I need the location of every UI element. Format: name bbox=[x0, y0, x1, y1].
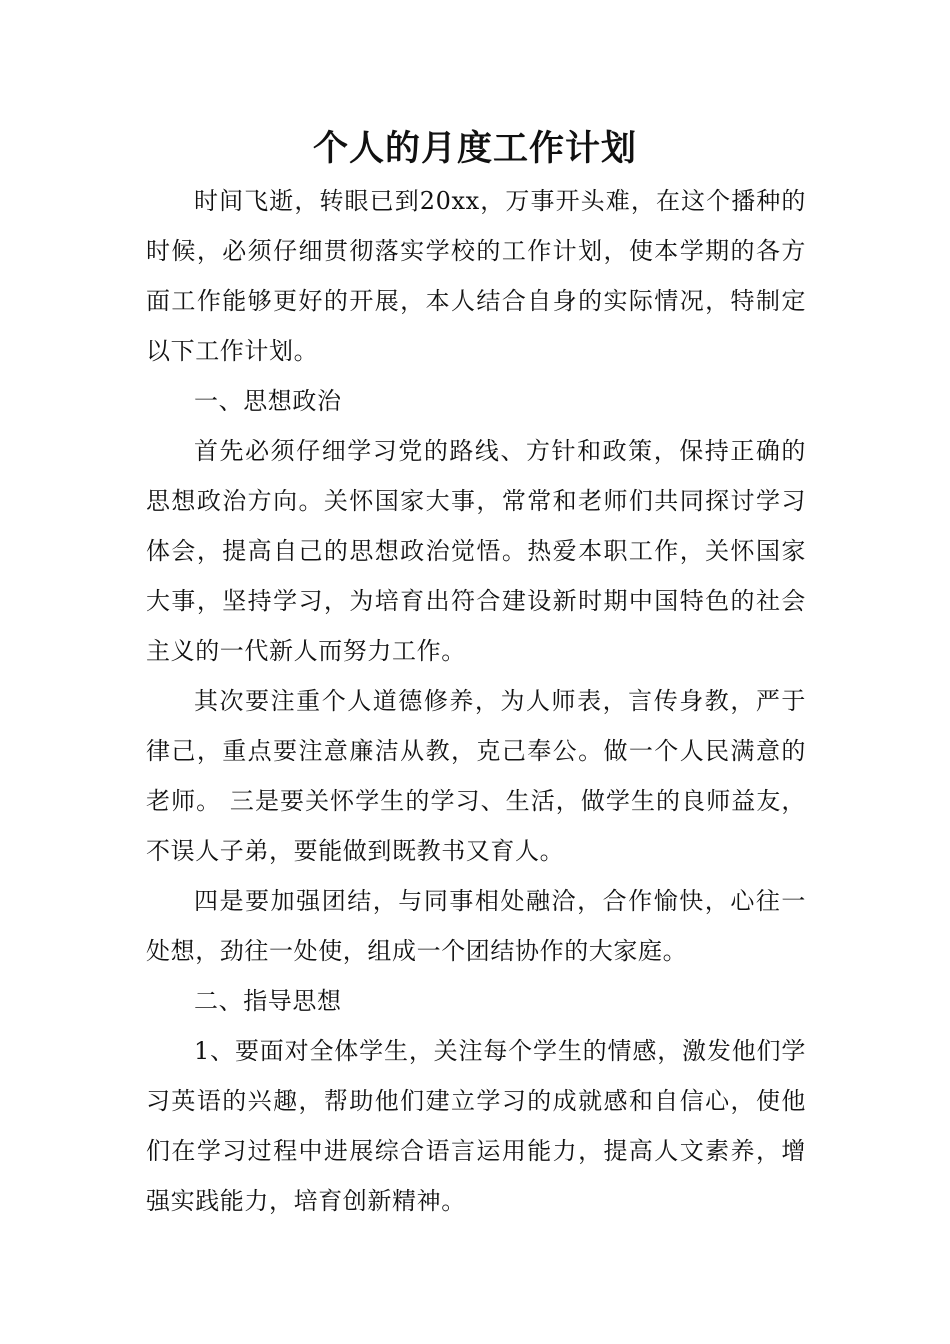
section-heading-guiding-principles: 二、指导思想 bbox=[194, 987, 342, 1015]
paragraph-ideology-2: 其次要注重个人道德修养，为人师表，言传身教，严于律己，重点要注意廉洁从教，克己奉公。做一个人民满意的老师。 三是要关怀学生的学习、生活，做学生的良师益友，不误人子弟，要能做到既教书又育人。 bbox=[146, 687, 806, 865]
document-body bbox=[146, 176, 806, 1226]
paragraph-ideology-1: 首先必须仔细学习党的路线、方针和政策，保持正确的思想政治方向。关怀国家大事，常常和老师们共同探讨学习体会，提高自己的思想政治觉悟。热爱本职工作，关怀国家大事，坚持学习，为培育出符合建设新时期中国特色的社会主义的一代新人而努力工作。 bbox=[146, 437, 806, 665]
document-title: 个人的月度工作计划 bbox=[312, 129, 637, 169]
intro-paragraph: 时间飞逝，转眼已到20xx，万事开头难，在这个播种的时候，必须仔细贯彻落实学校的工作计划，使本学期的各方面工作能够更好的开展，本人结合自身的实际情况，特制定以下工作计划。 bbox=[146, 187, 806, 365]
paragraph-guiding-1: 1、要面对全体学生，关注每个学生的情感，激发他们学习英语的兴趣，帮助他们建立学习的成就感和自信心，使他们在学习过程中进展综合语言运用能力，提高人文素养，增强实践能力，培育创新精神。 bbox=[146, 1037, 806, 1215]
section-heading-ideology: 一、思想政治 bbox=[194, 387, 342, 415]
paragraph-ideology-3: 四是要加强团结，与同事相处融洽，合作愉快，心往一处想，劲往一处使，组成一个团结协作的大家庭。 bbox=[146, 887, 806, 965]
